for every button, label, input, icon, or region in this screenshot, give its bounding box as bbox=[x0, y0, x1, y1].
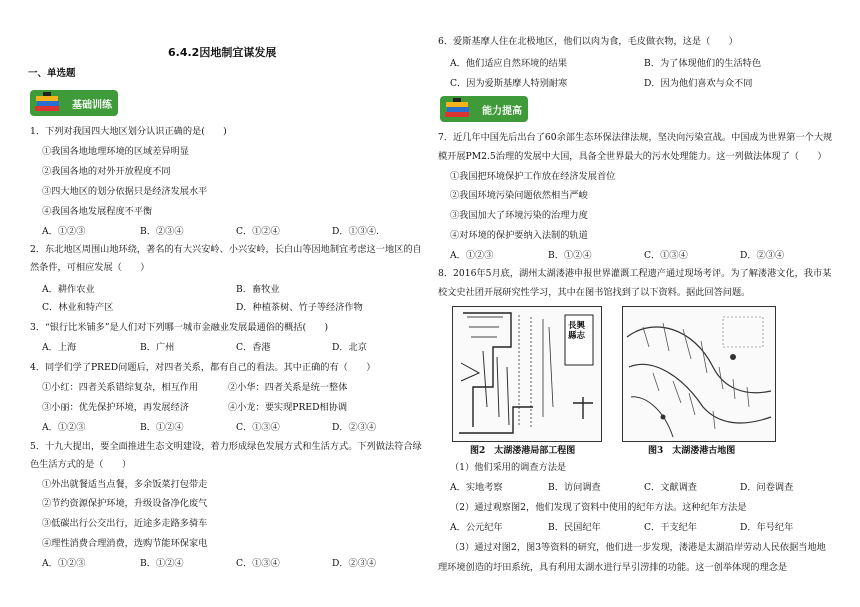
q1-stem: 1．下列对我国四大地区划分认识正确的是( ) bbox=[30, 126, 227, 137]
q2-stem-line1: 2．东北地区周围山地环绕，著名的有大兴安岭、小兴安岭，长白山等因地制宜考虑这一地区的自 bbox=[30, 244, 422, 255]
section-heading: 一、单选题 bbox=[28, 68, 76, 79]
q8-part3-line1: （3）通过对图2，图3等资料的研究，他们进一步发现，溇港是太湖沿岸劳动人民依据当地地 bbox=[450, 542, 826, 553]
q7-statement-4: ④对环境的保护要纳入法制的轨道 bbox=[450, 230, 588, 241]
q8-part2: （2）通过观察图2，他们发现了资料中使用的纪年方法。这种纪年方法是 bbox=[450, 502, 747, 513]
q4-option-c: C．①③④ bbox=[236, 422, 280, 433]
q1-statement-3: ③四大地区的划分依据只是经济发展水平 bbox=[42, 186, 208, 197]
figure-2-engineering-map bbox=[452, 306, 602, 442]
q8-part2-option-a: A．公元纪年 bbox=[450, 522, 503, 533]
q8-part2-option-c: C．干支纪年 bbox=[644, 522, 697, 533]
q5-statement-2: ②节约资源保护环境，升级设备净化废气 bbox=[42, 498, 208, 509]
q2-option-b: B．畜牧业 bbox=[236, 284, 280, 295]
q7-statement-2: ②我国环境污染问题依然相当严峻 bbox=[450, 190, 588, 201]
q5-option-d: D．②③④ bbox=[332, 558, 377, 569]
q7-stem-line2: 模开展PM2.5治理的发展中大国，具备全世界最大的污水处理能力。这一列做法体现了（ ） bbox=[438, 151, 827, 162]
q6-option-c: C．因为爱斯基摩人特别耐寒 bbox=[450, 78, 568, 89]
q4-statement-2: ②小华：四者关系是统一整体 bbox=[228, 382, 348, 393]
q3-option-a: A．上海 bbox=[42, 342, 77, 353]
q5-statement-4: ④理性消费合理消费，选购节能环保家电 bbox=[42, 538, 208, 549]
figure-3-ancient-map bbox=[622, 306, 776, 442]
figure-2-inscription: 長興縣志 bbox=[568, 321, 586, 341]
q8-part1-option-c: C．文献调查 bbox=[644, 482, 697, 493]
q8-part1-option-d: D．问卷调查 bbox=[740, 482, 794, 493]
q1-statement-2: ②我国各地的对外开放程度不同 bbox=[42, 166, 171, 177]
banner-label: 基础训练 bbox=[72, 99, 112, 111]
q5-statement-3: ③低碳出行公交出行，近途多走路多骑车 bbox=[42, 518, 208, 529]
q3-stem: 3．“银行比米铺多”是人们对下列哪一城市金融业发展最通俗的概括( ) bbox=[30, 322, 329, 333]
q5-option-b: B．①②④ bbox=[140, 558, 184, 569]
q7-option-d: D．②③④ bbox=[740, 250, 785, 261]
q4-option-a: A．①②③ bbox=[42, 422, 86, 433]
q5-statement-1: ①外出就餐适当点餐，多余饭菜打包带走 bbox=[42, 479, 208, 490]
q3-option-b: B．广州 bbox=[140, 342, 175, 353]
q1-option-c: C．①②④ bbox=[236, 226, 280, 237]
q2-option-a: A．耕作农业 bbox=[42, 284, 95, 295]
q4-statement-4: ④小龙：要实现PRED相协调 bbox=[228, 402, 348, 413]
q1-statement-4: ④我国各地发展程度不平衡 bbox=[42, 206, 153, 217]
q7-option-b: B．①②④ bbox=[548, 250, 592, 261]
banner-basic-training bbox=[30, 90, 118, 116]
q8-part1-option-b: B．访问调查 bbox=[548, 482, 601, 493]
q8-stem-line2: 校文史社团开展研究性学习，其中在图书馆找到了以下资料。据此回答问题。 bbox=[438, 287, 751, 298]
q8-part2-option-b: B．民国纪年 bbox=[548, 522, 601, 533]
q1-statement-1: ①我国各地地理环境的区域差异明显 bbox=[42, 146, 189, 157]
q8-part2-option-d: D．年号纪年 bbox=[740, 522, 794, 533]
banner-ability-improvement bbox=[440, 96, 528, 122]
q1-option-d: D．①③④. bbox=[332, 226, 380, 237]
q8-part1: （1）他们采用的调查方法是 bbox=[450, 462, 567, 473]
q4-stem: 4．同学们学了PRED问题后，对四者关系，都有自己的看法。其中正确的有（ ） bbox=[30, 362, 376, 373]
q8-stem-line1: 8．2016年5月底，湖州太湖溇港申报世界灌溉工程遗产通过现场考评。为了解溇港文化，我市某 bbox=[438, 268, 832, 279]
figure-2-caption: 图2 太湖溇港局部工程图 bbox=[470, 446, 576, 456]
banner-label: 能力提高 bbox=[482, 105, 522, 117]
q2-option-c: C．林业和特产区 bbox=[42, 302, 114, 313]
q1-option-b: B．②③④ bbox=[140, 226, 184, 237]
q6-option-a: A．他们适应自然环境的结果 bbox=[450, 58, 567, 69]
q6-stem: 6．爱斯基摩人住在北极地区，他们以肉为食，毛皮做衣物，这是（ ） bbox=[438, 36, 738, 47]
q2-option-d: D．种植茶树、竹子等经济作物 bbox=[236, 302, 363, 313]
q6-option-b: B．为了体现他们的生活特色 bbox=[644, 58, 762, 69]
q7-option-a: A．①②③ bbox=[450, 250, 494, 261]
q8-part1-option-a: A．实地考察 bbox=[450, 482, 503, 493]
q6-option-d: D．因为他们喜欢与众不同 bbox=[644, 78, 753, 89]
figure-3-caption: 图3 太湖溇港古地图 bbox=[648, 446, 736, 456]
q5-option-c: C．①③④ bbox=[236, 558, 280, 569]
q7-statement-1: ①我国把环境保护工作放在经济发展首位 bbox=[450, 171, 616, 182]
q4-statement-3: ③小丽：优先保护环境，再发展经济 bbox=[42, 402, 189, 413]
q4-option-b: B．①②④ bbox=[140, 422, 184, 433]
q2-stem-line2: 然条件，可相应发展（ ） bbox=[30, 262, 150, 273]
q3-option-c: C．香港 bbox=[236, 342, 271, 353]
q8-part3-line2: 理环境创造的圩田系统，具有利用太湖水进行旱引涝排的功能。这一创举体现的理念是 bbox=[438, 562, 788, 573]
books-icon bbox=[443, 98, 473, 120]
books-icon bbox=[33, 92, 63, 114]
q7-stem-line1: 7．近几年中国先后出台了60余部生态环保法律法规，坚决向污染宣战。中国成为世界第一个大规 bbox=[438, 132, 833, 143]
q5-option-a: A．①②③ bbox=[42, 558, 86, 569]
page-title: 6.4.2因地制宜谋发展 bbox=[168, 46, 277, 59]
q4-statement-1: ①小红：四者关系错综复杂，相互作用 bbox=[42, 382, 199, 393]
q1-option-a: A．①②③ bbox=[42, 226, 86, 237]
q7-statement-3: ③我国加大了环境污染的治理力度 bbox=[450, 210, 588, 221]
ancient-map-sketch bbox=[623, 307, 775, 441]
q5-stem-line1: 5．十九大提出，要全面推进生态文明建设，着力形成绿色发展方式和生活方式。下列做法符合绿 bbox=[30, 441, 422, 452]
q4-option-d: D．②③④ bbox=[332, 422, 377, 433]
q3-option-d: D．北京 bbox=[332, 342, 367, 353]
q7-option-c: C．①③④ bbox=[644, 250, 688, 261]
q5-stem-line2: 色生活方式的是（ ） bbox=[30, 459, 132, 470]
